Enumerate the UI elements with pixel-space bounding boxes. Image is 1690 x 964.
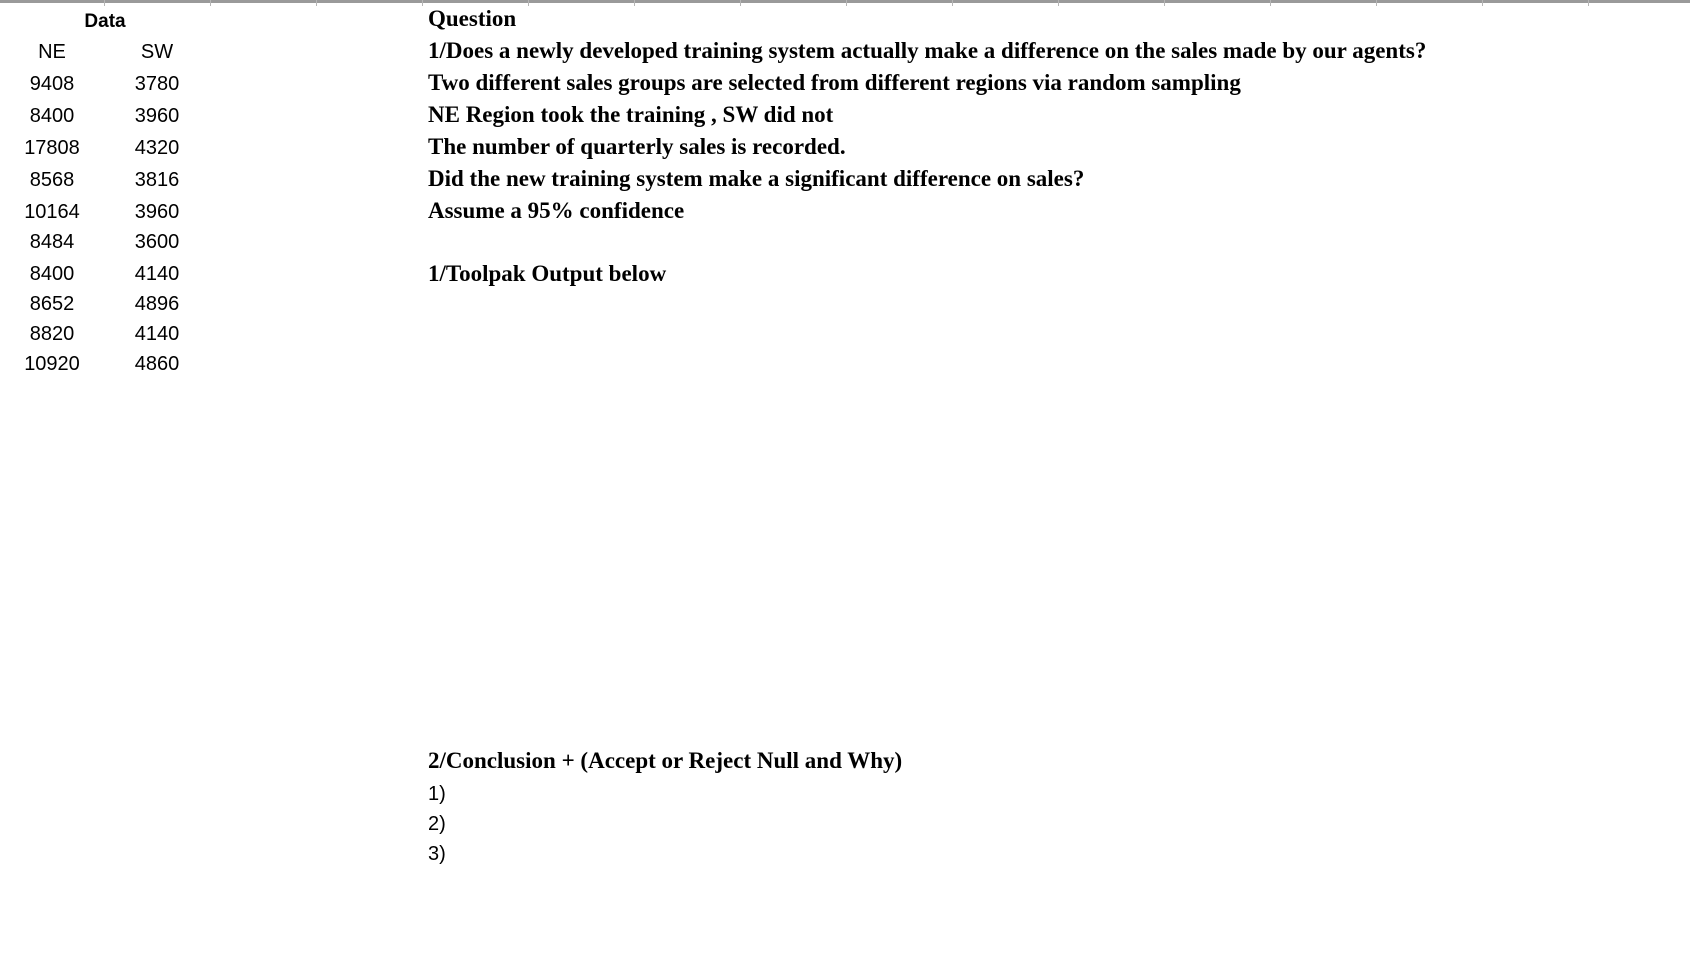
cell-ne[interactable]: 8652 xyxy=(29,293,75,315)
question-line[interactable]: Assume a 95% confidence xyxy=(428,198,685,223)
cell-sw[interactable]: 4140 xyxy=(134,263,180,285)
cell-sw[interactable]: 4140 xyxy=(134,323,180,345)
column-divider xyxy=(422,0,423,6)
cell-ne[interactable]: 8820 xyxy=(29,323,75,345)
cell-ne[interactable]: 8568 xyxy=(29,169,75,191)
conclusion-item[interactable]: 2) xyxy=(428,813,446,835)
column-divider xyxy=(634,0,635,6)
question-line[interactable]: 1/Does a newly developed training system actually make a difference on the sales made by our agents? xyxy=(428,38,1427,63)
cell-ne[interactable]: 17808 xyxy=(24,137,80,159)
column-divider xyxy=(1058,0,1059,6)
toolpak-output-label[interactable]: 1/Toolpak Output below xyxy=(428,261,667,286)
cell-sw[interactable]: 3600 xyxy=(134,231,180,253)
cell-ne[interactable]: 8400 xyxy=(29,105,75,127)
cell-sw[interactable]: 3816 xyxy=(134,169,180,191)
column-divider xyxy=(1164,0,1165,6)
column-divider xyxy=(1588,0,1589,6)
column-divider xyxy=(316,0,317,6)
data-table-title[interactable]: Data xyxy=(84,11,126,32)
cell-ne[interactable]: 10920 xyxy=(24,353,80,375)
column-divider xyxy=(1376,0,1377,6)
column-divider xyxy=(846,0,847,6)
cell-sw[interactable]: 3960 xyxy=(134,201,180,223)
cell-ne[interactable]: 10164 xyxy=(24,201,80,223)
cell-sw[interactable]: 4896 xyxy=(134,293,180,315)
question-line[interactable]: Two different sales groups are selected from different regions via random sampling xyxy=(428,70,1241,95)
conclusion-heading[interactable]: 2/Conclusion + (Accept or Reject Null and Why) xyxy=(428,748,903,773)
question-line[interactable]: Did the new training system make a significant difference on sales? xyxy=(428,166,1085,191)
cell-sw[interactable]: 4860 xyxy=(134,353,180,375)
column-divider xyxy=(1270,0,1271,6)
question-line[interactable]: NE Region took the training , SW did not xyxy=(428,102,834,127)
sheet-top-border xyxy=(0,0,1690,3)
column-divider xyxy=(740,0,741,6)
question-line[interactable]: The number of quarterly sales is recorded. xyxy=(428,134,846,159)
header-ne[interactable]: NE xyxy=(38,41,66,63)
cell-ne[interactable]: 8400 xyxy=(29,263,75,285)
cell-sw[interactable]: 3960 xyxy=(134,105,180,127)
cell-sw[interactable]: 3780 xyxy=(134,73,180,95)
cell-sw[interactable]: 4320 xyxy=(134,137,180,159)
column-divider xyxy=(528,0,529,6)
column-divider xyxy=(1482,0,1483,6)
conclusion-item[interactable]: 3) xyxy=(428,843,446,865)
question-heading[interactable]: Question xyxy=(428,6,517,31)
conclusion-item[interactable]: 1) xyxy=(428,783,446,805)
cell-ne[interactable]: 9408 xyxy=(29,73,75,95)
column-divider xyxy=(104,0,105,6)
header-sw[interactable]: SW xyxy=(140,41,174,63)
column-divider xyxy=(210,0,211,6)
column-divider xyxy=(952,0,953,6)
cell-ne[interactable]: 8484 xyxy=(29,231,75,253)
